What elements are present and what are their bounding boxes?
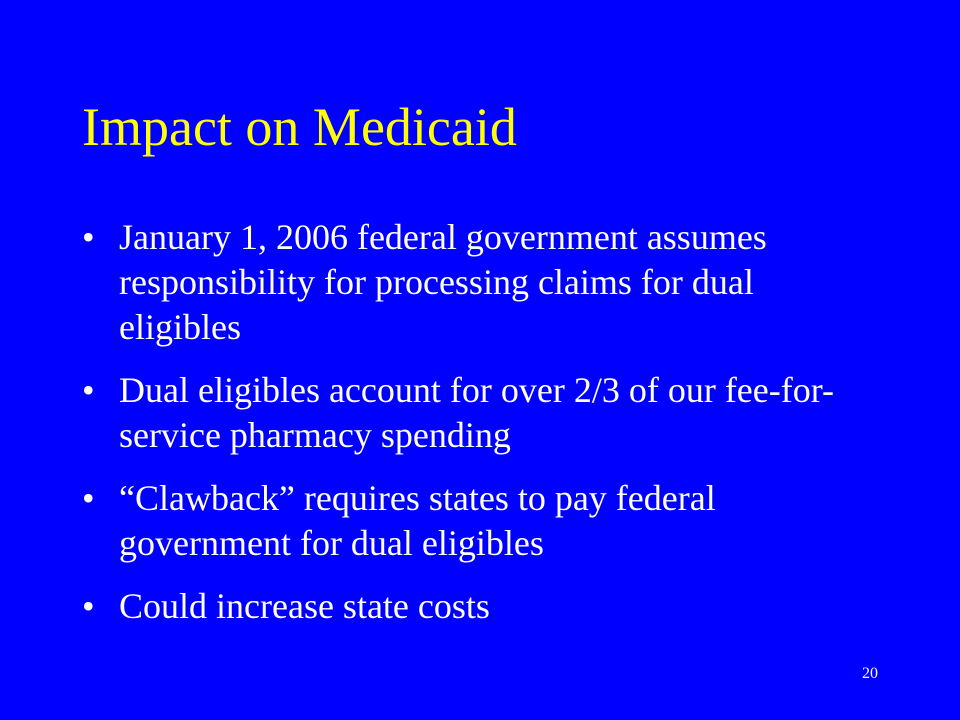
bullet-icon: •: [82, 586, 95, 626]
bullet-text: January 1, 2006 federal government assumes responsibility for processing claims for dual eligibles: [119, 217, 767, 347]
bullet-item: [82, 584, 882, 629]
page-number: 20: [862, 665, 878, 682]
bullet-text: Dual eligibles account for over 2/3 of our fee-for-service pharmacy spending: [119, 370, 834, 455]
bullet-icon: •: [82, 478, 95, 518]
bullet-icon: •: [82, 217, 95, 257]
bullet-text: Could increase state costs: [119, 586, 490, 626]
bullet-list: [82, 215, 882, 647]
slide-title: Impact on Medicaid: [82, 97, 517, 157]
bullet-icon: •: [82, 370, 95, 410]
bullet-text: “Clawback” requires states to pay federal government for dual eligibles: [119, 478, 716, 563]
bullet-item: [82, 368, 882, 458]
bullet-item: [82, 215, 882, 350]
bullet-item: [82, 476, 882, 566]
